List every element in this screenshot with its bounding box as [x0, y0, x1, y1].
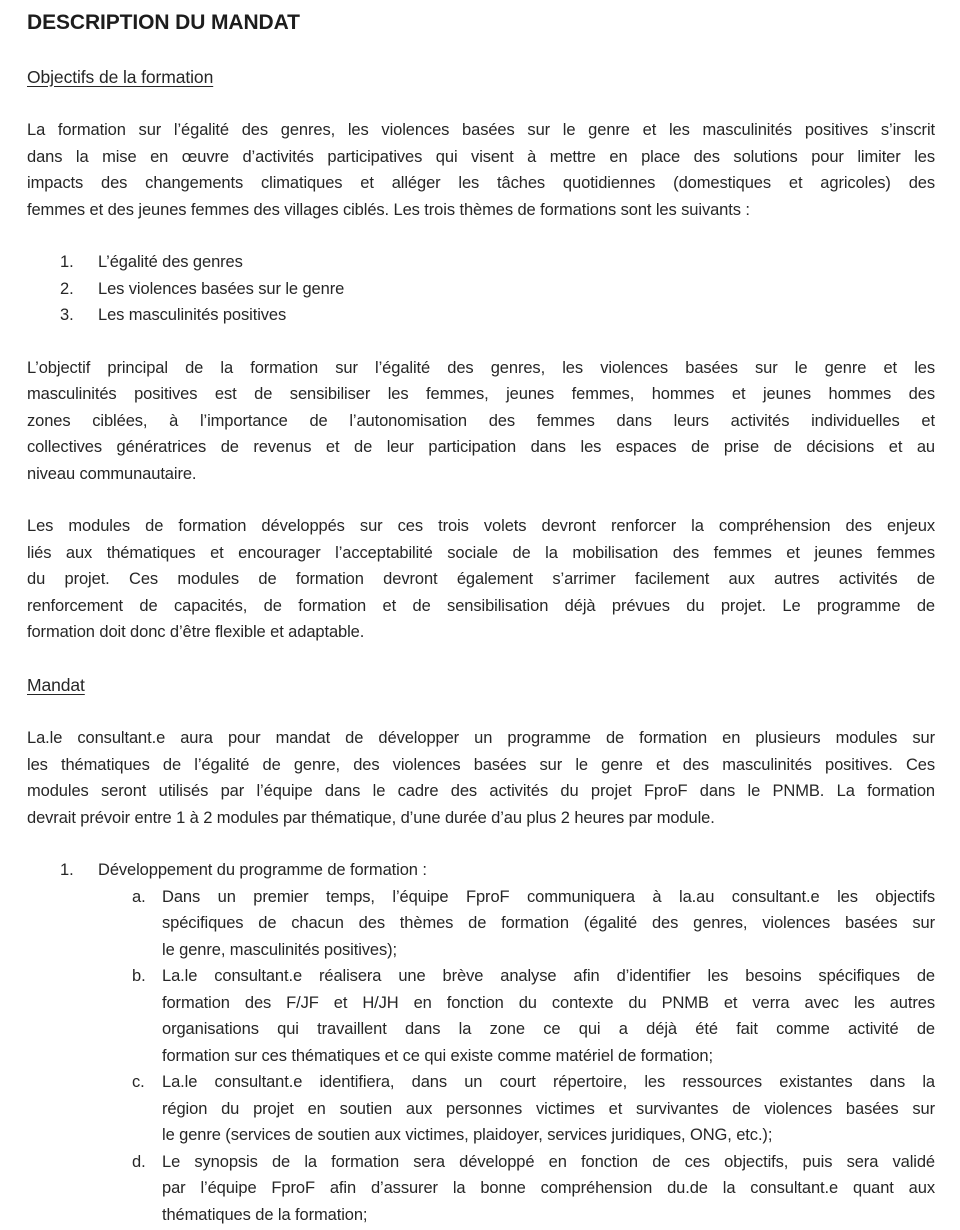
text-line: organisations qui travaillent dans la zone ce qui a déjà été fait comme activité de: [162, 1020, 935, 1038]
text-line: devrait prévoir entre 1 à 2 modules par thématique, d’une durée d’au plus 2 heures par module.: [27, 808, 715, 827]
text-line: niveau communautaire.: [27, 464, 197, 483]
text-line: La.le consultant.e identifiera, dans un court répertoire, les ressources existantes dans la: [162, 1073, 935, 1091]
task-list-header: [27, 857, 935, 884]
paragraph-mandat: [27, 725, 935, 831]
text-line: zones ciblées, à l’importance de l’autonomisation des femmes dans leurs activités individuelles et: [27, 411, 935, 430]
text-line: La.le consultant.e aura pour mandat de développer un programme de formation en plusieurs modules sur: [27, 729, 935, 747]
list-item-number: 1.: [60, 253, 74, 271]
text-line: La formation sur l’égalité des genres, les violences basées sur le genre et les masculinités positives s’inscrit: [27, 121, 935, 139]
text-line: Dans un premier temps, l’équipe FproF communiquera à la.au consultant.e les objectifs: [162, 887, 935, 906]
text-line: La.le consultant.e réalisera une brève analyse afin d’identifier les besoins spécifiques de: [162, 967, 935, 985]
text-line: modules seront utilisés par l’équipe dans le cadre des activités du projet FproF dans le PNMB. La formation: [27, 782, 935, 800]
paragraph-modules: [27, 513, 935, 646]
text-line: région du projet en soutien aux personnes victimes et survivantes de violences basées sur: [162, 1099, 935, 1118]
text-line: impacts des changements climatiques et alléger les tâches quotidiennes (domestiques et agricoles) des: [27, 174, 935, 192]
task-list-number: 1.: [60, 861, 74, 879]
list-item: [27, 302, 935, 329]
task-item-letter: b.: [132, 967, 146, 985]
text-line: le genre, masculinités positives);: [162, 940, 398, 959]
text-line: renforcement de capacités, de formation et de sensibilisation déjà prévues du projet. Le programme de: [27, 596, 935, 615]
task-item-body: [162, 1069, 935, 1149]
task-item-d: [27, 1149, 935, 1229]
task-item-letter: a.: [132, 887, 146, 906]
text-line: par l’équipe FproF afin d’assurer la bonne compréhension du.de la consultant.e quant aux: [162, 1179, 935, 1197]
task-item-c: [27, 1069, 935, 1149]
text-line: spécifiques de chacun des thèmes de formation (égalité des genres, violences basées sur: [162, 914, 935, 932]
text-line: femmes et des jeunes femmes des villages ciblés. Les trois thèmes de formations sont les suivants :: [27, 200, 750, 219]
task-item-body: [162, 1149, 935, 1229]
text-line: formation doit donc d’être flexible et adaptable.: [27, 623, 365, 641]
text-line: collectives génératrices de revenus et de leur participation dans les espaces de prise de décisions et au: [27, 438, 935, 456]
text-line: le genre (services de soutien aux victimes, plaidoyer, services juridiques, ONG, etc.);: [162, 1126, 773, 1144]
task-list-title: Développement du programme de formation :: [98, 861, 427, 879]
list-item: [27, 249, 935, 276]
text-line: liés aux thématiques et encourager l’acceptabilité sociale de la mobilisation des femmes et jeunes femmes: [27, 543, 935, 562]
list-item-number: 3.: [60, 306, 74, 324]
list-item-text: Les violences basées sur le genre: [98, 279, 345, 298]
task-item-b: [27, 963, 935, 1069]
text-line: L’objectif principal de la formation sur l’égalité des genres, les violences basées sur le genre et les: [27, 358, 935, 377]
text-line: dans la mise en œuvre d’activités participatives qui visent à mettre en place des solutions pour limiter les: [27, 147, 935, 166]
task-item-a: [27, 884, 935, 964]
paragraph-objective: [27, 355, 935, 488]
text-line: thématiques de la formation;: [162, 1205, 368, 1224]
paragraph-intro: [27, 117, 935, 223]
document-title: DESCRIPTION DU MANDAT: [27, 11, 300, 34]
list-item-number: 2.: [60, 279, 74, 298]
text-line: Le synopsis de la formation sera développé en fonction de ces objectifs, puis sera validé: [162, 1152, 935, 1171]
task-item-body: [162, 884, 935, 964]
task-item-letter: d.: [132, 1152, 146, 1171]
text-line: les thématiques de l’égalité de genre, des violences basées sur le genre et des masculinités positives. Ces: [27, 755, 935, 774]
text-line: Les modules de formation développés sur ces trois volets devront renforcer la compréhension des enjeux: [27, 517, 935, 535]
task-item-letter: c.: [132, 1073, 145, 1091]
text-line: du projet. Ces modules de formation devront également s’arrimer facilement aux autres activités de: [27, 570, 935, 588]
list-item-text: Les masculinités positives: [98, 306, 287, 324]
list-item-text: L’égalité des genres: [98, 253, 243, 271]
section-heading-objectifs: Objectifs de la formation: [27, 66, 214, 87]
section-heading-mandat: Mandat: [27, 674, 85, 695]
text-line: masculinités positives est de sensibiliser les femmes, jeunes femmes, hommes et jeunes hommes des: [27, 385, 935, 403]
task-list: [27, 857, 935, 1228]
themes-list: [27, 249, 935, 329]
task-item-body: [162, 963, 935, 1069]
text-line: formation sur ces thématiques et ce qui existe comme matériel de formation;: [162, 1046, 713, 1065]
list-item: [27, 276, 935, 303]
text-line: formation des F/JF et H/JH en fonction du contexte du PNMB et verra avec les autres: [162, 993, 935, 1012]
